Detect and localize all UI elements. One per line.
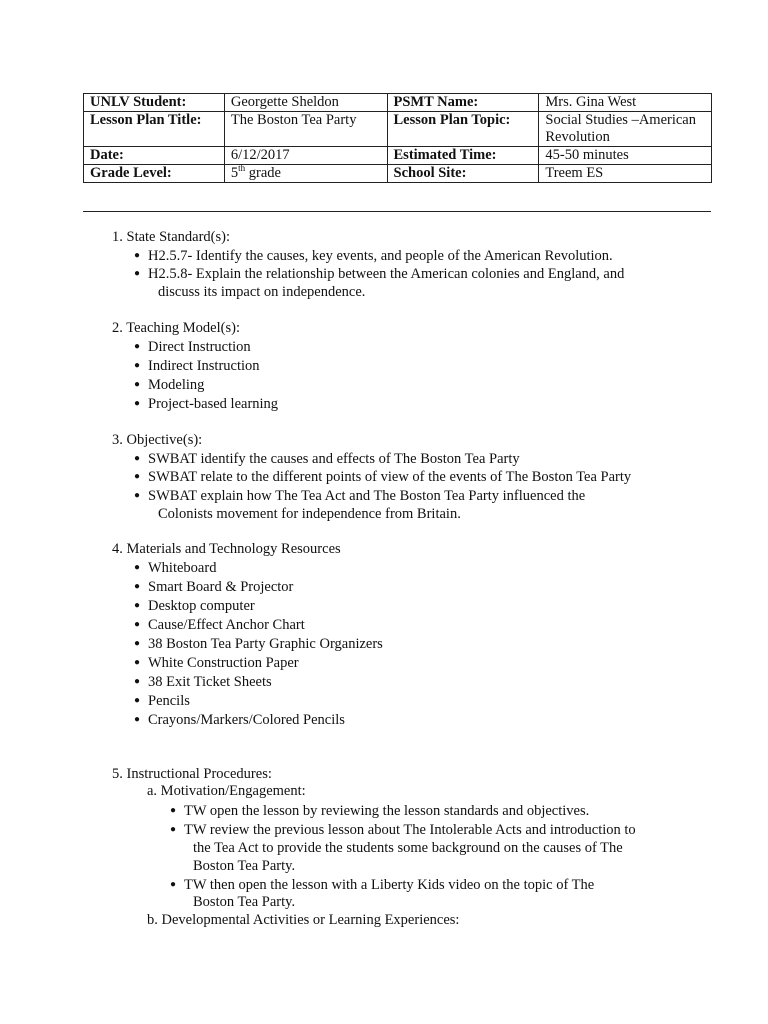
table-row [84, 112, 712, 147]
list-item: Whiteboard [148, 560, 217, 576]
list-item: TW open the lesson by reviewing the lesson standards and objectives. [184, 803, 590, 819]
list-item: SWBAT relate to the different points of view of the events of The Boston Tea Party [148, 469, 632, 485]
bullet-icon: ● [134, 379, 141, 390]
bullet-icon: ● [134, 250, 141, 261]
list-item: 38 Exit Ticket Sheets [148, 674, 272, 690]
grade-word: grade [245, 165, 281, 181]
bullet-icon: ● [134, 657, 141, 668]
bullet-icon: ● [134, 341, 141, 352]
list-item-continuation: discuss its impact on independence. [158, 284, 366, 300]
section-heading-materials: 4. Materials and Technology Resources [112, 541, 341, 557]
estimated-time-label: Estimated Time: [387, 147, 539, 165]
school-site-value: Treem ES [539, 165, 712, 183]
list-item: SWBAT explain how The Tea Act and The Boston Tea Party influenced the [148, 488, 586, 504]
grade-level-value [224, 165, 387, 183]
list-item: H2.5.8- Explain the relationship between the American colonies and England, and [148, 266, 625, 282]
bullet-icon: ● [134, 695, 141, 706]
bullet-icon: ● [134, 676, 141, 687]
bullet-icon: ● [134, 581, 141, 592]
school-site-label: School Site: [387, 165, 539, 183]
list-item-continuation: the Tea Act to provide the students some background on the causes of The [193, 840, 623, 856]
bullet-icon: ● [134, 714, 141, 725]
list-item: Desktop computer [148, 598, 255, 614]
bullet-icon: ● [134, 638, 141, 649]
list-item: White Construction Paper [148, 655, 299, 671]
lesson-plan-topic-label: Lesson Plan Topic: [387, 112, 539, 147]
bullet-icon: ● [134, 600, 141, 611]
psmt-name-label: PSMT Name: [387, 94, 539, 112]
list-item: Cause/Effect Anchor Chart [148, 617, 305, 633]
horizontal-divider [83, 211, 711, 212]
bullet-icon: ● [134, 490, 141, 501]
grade-number: 5 [230, 165, 239, 181]
lesson-plan-title-value: The Boston Tea Party [224, 112, 387, 147]
lesson-plan-topic-value [539, 112, 712, 147]
list-item: Modeling [148, 377, 205, 393]
bullet-icon: ● [134, 268, 141, 279]
list-item: Crayons/Markers/Colored Pencils [148, 712, 345, 728]
bullet-icon: ● [134, 471, 141, 482]
table-row [84, 94, 712, 112]
list-item: Pencils [148, 693, 190, 709]
bullet-icon: ● [134, 453, 141, 464]
list-item: Direct Instruction [148, 339, 251, 355]
section-heading-teaching-models: 2. Teaching Model(s): [112, 320, 240, 336]
unlv-student-value: Georgette Sheldon [224, 94, 387, 112]
bullet-icon: ● [134, 619, 141, 630]
list-item-continuation: Boston Tea Party. [193, 894, 296, 910]
psmt-name-value: Mrs. Gina West [539, 94, 712, 112]
list-item: TW then open the lesson with a Liberty Kids video on the topic of The [184, 877, 595, 893]
bullet-icon: ● [170, 879, 177, 890]
table-row [84, 165, 712, 183]
lesson-info-table [83, 93, 712, 183]
list-item: Smart Board & Projector [148, 579, 294, 595]
list-item-continuation: Boston Tea Party. [193, 858, 296, 874]
list-item: H2.5.7- Identify the causes, key events, and people of the American Revolution. [148, 248, 613, 264]
lesson-plan-title-label: Lesson Plan Title: [84, 112, 225, 147]
list-item: 38 Boston Tea Party Graphic Organizers [148, 636, 383, 652]
subheading-developmental: b. Developmental Activities or Learning Experiences: [147, 912, 460, 928]
bullet-icon: ● [170, 824, 177, 835]
section-heading-procedures: 5. Instructional Procedures: [112, 766, 272, 782]
grade-level-label: Grade Level: [84, 165, 225, 183]
grade-suffix: th [238, 163, 246, 173]
bullet-icon: ● [170, 805, 177, 816]
date-label: Date: [84, 147, 225, 165]
unlv-student-label: UNLV Student: [84, 94, 225, 112]
list-item: Project-based learning [148, 396, 279, 412]
topic-line-2: Revolution [545, 129, 610, 145]
bullet-icon: ● [134, 562, 141, 573]
topic-line-1: Social Studies –American [545, 112, 696, 128]
list-item-continuation: Colonists movement for independence from Britain. [158, 506, 461, 522]
bullet-icon: ● [134, 398, 141, 409]
table-row [84, 147, 712, 165]
subheading-motivation: a. Motivation/Engagement: [147, 783, 306, 799]
list-item: TW review the previous lesson about The Intolerable Acts and introduction to [184, 822, 636, 838]
bullet-icon: ● [134, 360, 141, 371]
section-heading-objectives: 3. Objective(s): [112, 432, 203, 448]
list-item: SWBAT identify the causes and effects of The Boston Tea Party [148, 451, 520, 467]
section-heading-standards: 1. State Standard(s): [112, 229, 230, 245]
date-value: 6/12/2017 [224, 147, 387, 165]
list-item: Indirect Instruction [148, 358, 260, 374]
estimated-time-value: 45-50 minutes [539, 147, 712, 165]
